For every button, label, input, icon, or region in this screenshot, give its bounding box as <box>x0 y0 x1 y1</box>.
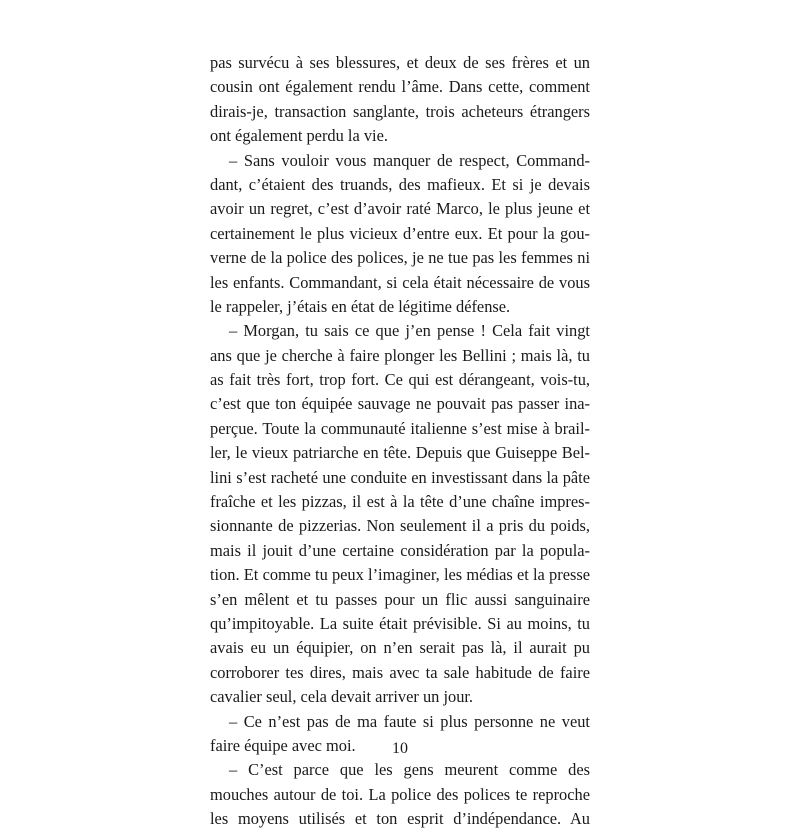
text-line: le rappeler, j’étais en état de légitime défense. <box>210 296 511 316</box>
text-line: – Sans vouloir vous manquer de respect, Command- <box>229 150 590 170</box>
text-line: mais il jouit d’une certaine considération par la popula- <box>210 540 590 560</box>
text-line: certainement le plus vicieux d’entre eux. Et pour la gou- <box>210 223 590 243</box>
text-line: fraîche et les pizzas, il est à la tête d’une chaîne impres- <box>210 492 590 512</box>
text-line: avoir un regret, c’est d’avoir raté Marco, le plus jeune et <box>210 199 590 219</box>
text-line: les moyens utilisés et ton esprit d’indépendance. Au <box>210 809 590 829</box>
text-line: tion. Et comme tu peux l’imaginer, les médias et la presse <box>210 565 590 585</box>
text-line: dant, c’étaient des truands, des mafieux. Et si je devais <box>210 174 590 194</box>
text-line: ans que je cherche à faire plonger les Bellini ; mais là, tu <box>210 345 590 365</box>
text-line: s’en mêlent et tu passes pour un flic aussi sanguinaire <box>210 589 590 609</box>
text-line: lini s’est racheté une conduite en investissant dans la pâte <box>210 467 590 487</box>
text-line: qu’impitoyable. La suite était prévisible. Si au moins, tu <box>210 613 590 633</box>
text-line: perçue. Toute la communauté italienne s’est mise à brail- <box>210 418 590 438</box>
text-line: corroborer tes dires, mais avec ta sale habitude de faire <box>210 662 590 682</box>
text-line: cousin ont également rendu l’âme. Dans cette, comment <box>210 77 590 97</box>
text-line: as fait très fort, trop fort. Ce qui est dérangeant, vois-tu, <box>210 370 590 390</box>
text-line: avais eu un équipier, on n’en serait pas là, il aurait pu <box>210 638 590 658</box>
text-line: – Ce n’est pas de ma faute si plus personne ne veut <box>229 711 590 731</box>
text-line: c’est que ton équipée sauvage ne pouvait pas passer ina- <box>210 394 590 414</box>
text-line: dirais-je, transaction sanglante, trois acheteurs étrangers <box>210 101 590 121</box>
text-line: les enfants. Commandant, si cela était nécessaire de vous <box>210 272 590 292</box>
text-line: mouches autour de toi. La police des polices te reproche <box>210 784 590 804</box>
text-line: verne de la police des polices, je ne tue pas les femmes ni <box>210 248 590 268</box>
text-line: ont également perdu la vie. <box>210 126 388 146</box>
text-line: cavalier seul, cela devait arriver un jour. <box>210 687 474 707</box>
text-line: – Morgan, tu sais ce que j’en pense ! Cela fait vingt <box>229 321 590 341</box>
text-line: – C’est parce que les gens meurent comme des <box>229 760 590 780</box>
page-number: 10 <box>392 740 408 757</box>
text-line: ler, le vieux patriarche en tête. Depuis que Guiseppe Bel- <box>210 443 590 463</box>
text-line: pas survécu à ses blessures, et deux de ses frères et un <box>210 53 590 72</box>
text-line: sionnante de pizzerias. Non seulement il a pris du poids, <box>210 516 590 536</box>
body-text <box>210 51 590 832</box>
text-line: faire équipe avec moi. <box>210 735 356 755</box>
